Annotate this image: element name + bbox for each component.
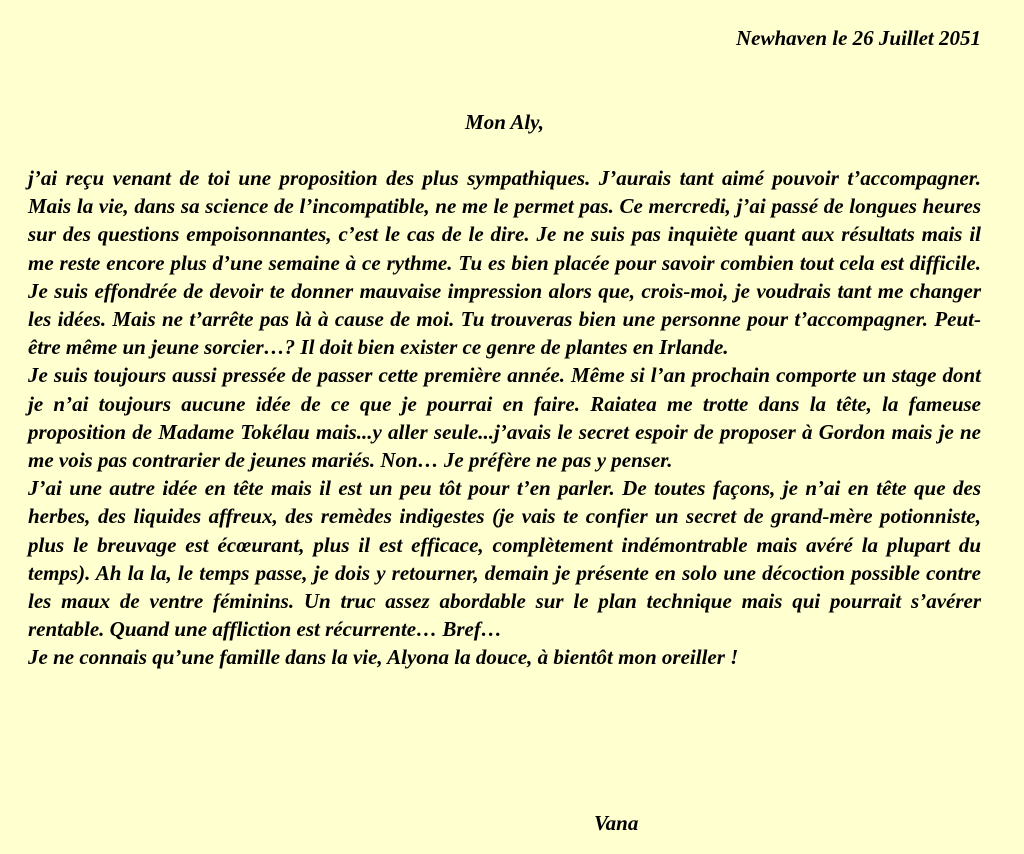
signature: Vana [594, 811, 639, 835]
paragraph-1: j’ai reçu venant de toi une proposition des plus sympathiques. J’aurais tant aimé pouvoir t’accompagner. Mais la vie, dans sa science de l’incompatible, ne me le permet pas. Ce mercredi, j’ai passé de longues heures sur des questions empoisonnantes, c’est le cas de le dire. Je ne suis pas inquiète quant aux résultats mais il me reste encore plus d’une semaine à ce rythme. Tu es bien placée pour savoir combien tout cela est difficile. Je suis effondrée de devoir te donner mauvaise impression alors que, crois-moi, je voudrais tant me changer les idées. Mais ne t’arrête pas là à cause de moi. Tu trouveras bien une personne pour t’accompagner. Peut-être même un jeune sorcier…? Il doit bien exister ce genre de plantes en Irlande. [28, 166, 981, 360]
paragraph-3: J’ai une autre idée en tête mais il est un peu tôt pour t’en parler. De toutes façons, je n’ai en tête que des herbes, des liquides affreux, des remèdes indigestes (je vais te confier un secret de grand-mère potionniste, plus le breuvage est écœurant, plus il est efficace, complètement indémontrable mais avéré la plupart du temps). Ah la la, le temps passe, je dois y retourner, demain je présente en solo une décoction possible contre les maux de ventre féminins. Un truc assez abordable sur le plan technique mais qui pourrait s’avérer rentable. Quand une affliction est récurrente… Bref… [28, 476, 981, 642]
salutation: Mon Aly, [465, 110, 544, 134]
letter-body [28, 164, 981, 672]
paragraph-4: Je ne connais qu’une famille dans la vie, Alyona la douce, à bientôt mon oreiller ! [28, 645, 739, 670]
date-line: Newhaven le 26 Juillet 2051 [736, 26, 981, 50]
paragraph-2: Je suis toujours aussi pressée de passer cette première année. Même si l’an prochain comporte un stage dont je n’ai toujours aucune idée de ce que je pourrai en faire. Raiatea me trotte dans la tête, la fameuse proposition de Madame Tokélau mais...y aller seule...j’avais le secret espoir de proposer à Gordon mais je ne me vois pas contrarier de jeunes mariés. Non… Je préfère ne pas y penser. [28, 363, 981, 473]
